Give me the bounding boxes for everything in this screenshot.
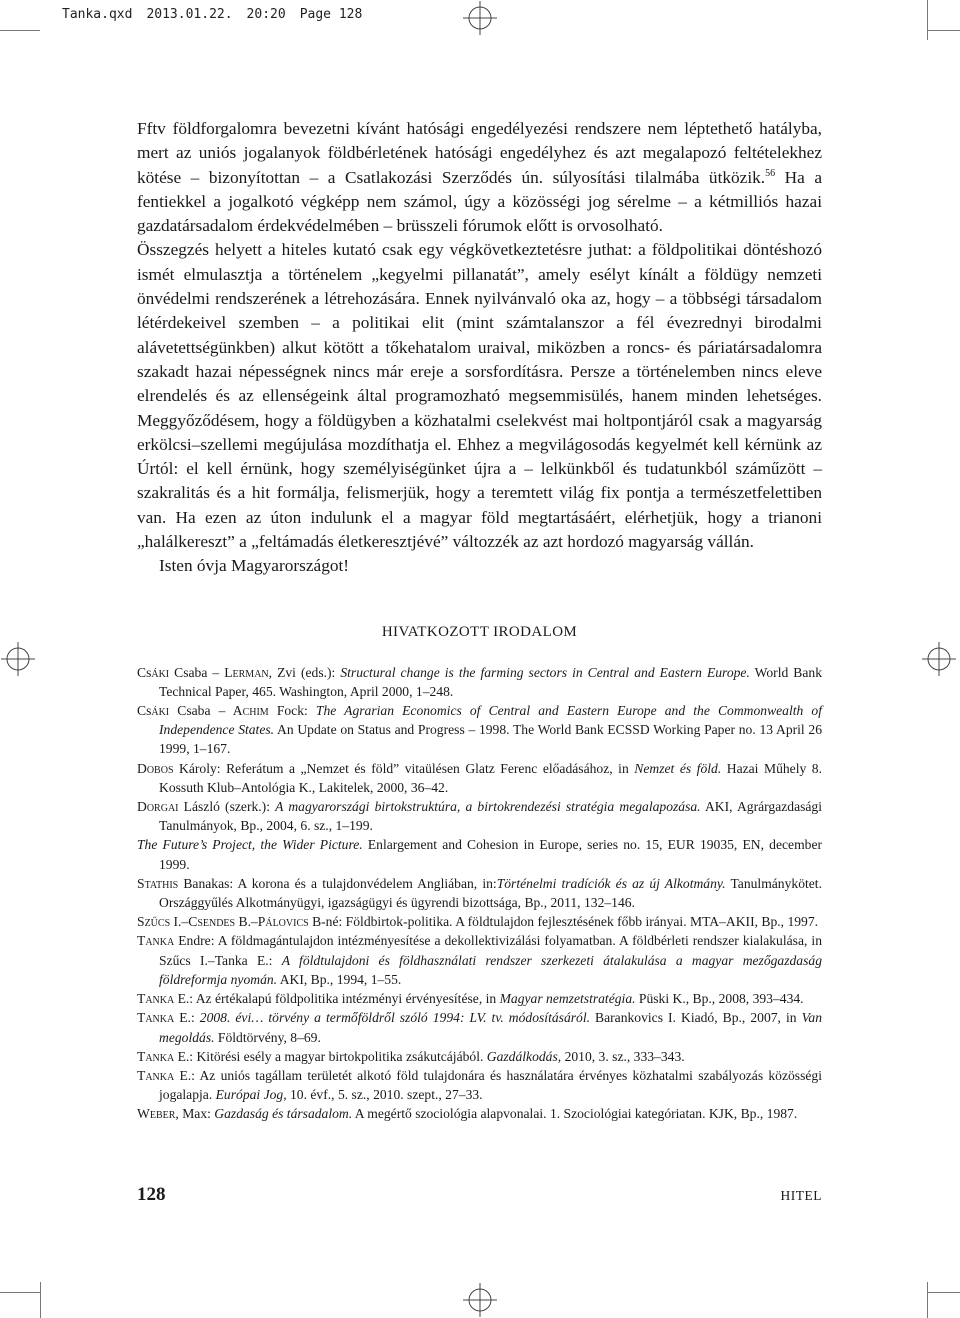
reference-segment: S: [137, 875, 145, 891]
reference-segment: Cs: [137, 703, 152, 719]
reference-item: [137, 1066, 822, 1104]
reference-segment: Károly: Referátum a „Nemzet és föld” vitaülésen Glatz Ferenc előadásához, in: [173, 760, 635, 776]
reference-item: [137, 874, 822, 912]
reference-segment: anka: [145, 1067, 175, 1083]
reference-segment: Földtörvény, 8–69.: [214, 1029, 321, 1045]
registration-mark-top: [463, 1, 497, 35]
reference-segment: chim: [242, 703, 269, 719]
reference-segment: 10. évf., 5. sz., 2010. szept., 27–33.: [286, 1087, 483, 1103]
crop-mark: [0, 1292, 40, 1293]
reference-segment: A földtulajdoni és földhasználati rendszer szerkezeti átalakulása a magyar mezőgazdaság földreformja nyomán.: [159, 952, 822, 987]
reference-segment: Endre: A földmagántulajdon intézményesítése a dekollektivizálási folyamatban. A földbérleti rendszer kialakulása, in Szűcs I.–Tanka E.:: [159, 933, 822, 968]
crop-mark: [928, 1292, 960, 1293]
reference-segment: anka: [145, 991, 175, 1007]
reference-segment: B-né: Földbirtok-politika. A földtulajdon fejlesztésének főbb irányai. MTA–AKII, Bp., 1997.: [308, 914, 819, 930]
slug-filename: Tanka.qxd: [62, 7, 133, 22]
reference-item: [137, 989, 822, 1008]
reference-item: [137, 1008, 822, 1046]
reference-segment: AKI, Agrárgazdasági Tanulmányok, Bp., 2004, 6. sz., 1–199.: [159, 799, 823, 834]
article-body: [137, 117, 822, 1124]
reference-segment: áki: [151, 703, 170, 719]
reference-segment: Cs: [137, 664, 152, 680]
reference-segment: Magyar nemzetstratégia.: [499, 991, 636, 1007]
reference-segment: D: [137, 799, 147, 815]
body-paragraph-1: [137, 117, 822, 238]
crop-mark: [927, 1282, 928, 1318]
reference-segment: T: [137, 991, 146, 1007]
print-slug: [0, 0, 376, 30]
reference-segment: An Update on Status and Progress – 1998. The World Bank ECSSD Working Paper no. 13 April 26 1999, 1–167.: [159, 722, 822, 757]
reference-segment: anka: [145, 1010, 175, 1026]
reference-segment: Fock:: [268, 703, 316, 719]
reference-segment: T: [137, 1067, 146, 1083]
reference-segment: Gazdálkodás,: [486, 1048, 562, 1064]
reference-item: [137, 797, 822, 835]
reference-segment: I.–C: [170, 914, 198, 930]
reference-segment: tathis: [144, 875, 179, 891]
reference-segment: A magyarországi birtokstruktúra, a birtokrendezési stratégia megalapozása.: [275, 799, 701, 815]
slug-page: Page 128: [299, 7, 363, 22]
reference-segment: E.: Az uniós tagállam területét alkotó föld tulajdonára és használatára érvényes közhatalmi szabályozás közösségi jogalapja.: [159, 1067, 822, 1103]
slug-date: 2013.01.22.: [146, 7, 233, 22]
reference-segment: W: [137, 1106, 150, 1122]
reference-segment: erman: [232, 664, 269, 680]
journal-name: HITEL: [780, 1188, 822, 1203]
reference-item: [137, 931, 822, 989]
reference-segment: B.–P: [235, 914, 266, 930]
page-number: 128: [137, 1184, 166, 1205]
closing-line: Isten óvja Magyarországot!: [159, 556, 350, 576]
reference-segment: Nemzet és föld.: [634, 760, 722, 776]
registration-mark-bottom: [463, 1283, 497, 1317]
reference-segment: zűcs: [144, 914, 171, 930]
para1-text-a: Fftv földforgalomra bevezetni kívánt hatósági engedélyezési rendszere nem léptethető hatályba, mert az uniós jogalanyok földbérletének hatósági engedélyhez és azt megalapozó feltételekhez kötése – bizonyítottan – a Csatlakozási Szerződés ún. súlyosítási tilalmába ütközik.: [137, 119, 822, 187]
reference-segment: eber: [149, 1106, 176, 1122]
reference-list: [137, 663, 822, 1124]
crop-mark: [40, 1282, 41, 1318]
reference-segment: Püski K., Bp., 2008, 393–434.: [635, 991, 804, 1007]
reference-segment: Banakas: A korona és a tulajdonvédelem Angliában, in:: [178, 875, 497, 891]
reference-segment: T: [137, 933, 146, 949]
registration-mark-left: [1, 642, 35, 676]
reference-segment: T: [137, 1048, 146, 1064]
reference-segment: , Max:: [175, 1106, 215, 1122]
reference-item: [137, 663, 822, 701]
crop-mark: [928, 30, 960, 31]
references-heading: HIVATKOZOTT IRODALOM: [381, 623, 578, 640]
reference-segment: Structural change is the farming sectors in Central and Eastern Europe.: [340, 664, 750, 680]
reference-segment: D: [137, 760, 147, 776]
reference-segment: S: [137, 914, 145, 930]
reference-segment: obos: [146, 760, 174, 776]
reference-segment: László (szerk.):: [178, 799, 276, 815]
reference-segment: E.: Kitörési esély a magyar birtokpolitika zsákutcájából.: [174, 1048, 487, 1064]
footnote-ref: 56: [765, 167, 776, 179]
reference-segment: 2008. évi… törvény a termőföldről szóló 1994: LV. tv. módosításáról.: [199, 1010, 590, 1026]
reference-item: [137, 912, 822, 931]
reference-segment: AKI, Bp., 1994, 1–55.: [277, 971, 402, 987]
reference-item: [137, 1047, 822, 1066]
reference-item: [137, 759, 822, 797]
reference-item: [137, 1104, 822, 1123]
slug-time: 20:20: [246, 7, 286, 22]
reference-segment: Barankovics I. Kiadó, Bp., 2007, in: [590, 1010, 802, 1026]
reference-segment: Hazai Műhely 8. Kossuth Klub–Antológia K., Lakitelek, 2000, 36–42.: [159, 760, 822, 795]
reference-segment: E.:: [174, 1010, 200, 1026]
reference-segment: Csaba – A: [169, 703, 243, 719]
reference-segment: Enlargement and Cohesion in Europe, series no. 15, EUR 19035, EN, december 1999.: [159, 837, 823, 872]
para1-text-b: Ha a fentiekkel a jogalkotó végképp nem számol, úgy a közösségi jog sérelme – a kétmilliós hazai gazdatársadalom érdekvédelmében – brüsszeli fórumok előtt is orvosolható.: [137, 167, 822, 236]
reference-segment: Történelmi tradíciók és az új Alkotmány.: [496, 875, 726, 891]
reference-segment: Van megoldás.: [159, 1010, 822, 1045]
reference-segment: anka: [145, 1048, 175, 1064]
reference-segment: orgai: [146, 799, 179, 815]
reference-segment: álovics: [265, 914, 309, 930]
crop-mark: [927, 0, 928, 40]
reference-segment: sendes: [197, 914, 236, 930]
reference-segment: Csaba – L: [169, 664, 233, 680]
reference-segment: T: [137, 1010, 146, 1026]
reference-segment: The Agrarian Economics of Central and Eastern Europe and the Commonwealth of Independence States.: [159, 703, 823, 738]
reference-item: [137, 835, 822, 873]
registration-mark-right: [922, 642, 956, 676]
reference-segment: Európai Jog,: [215, 1087, 287, 1103]
reference-segment: World Bank Technical Paper, 465. Washington, April 2000, 1–248.: [159, 664, 823, 699]
reference-segment: anka: [145, 933, 175, 949]
reference-segment: Tanulmánykötet. Országgyűlés Alkotmányügyi, igazságügyi és ügyrendi bizottsága, Bp., 2011, 132–146.: [159, 875, 822, 911]
reference-segment: Gazdaság és társadalom.: [214, 1106, 353, 1122]
reference-segment: 2010, 3. sz., 333–343.: [561, 1048, 685, 1064]
reference-segment: áki: [151, 664, 170, 680]
reference-segment: E.: Az értékalapú földpolitika intézményi érvényesítése, in: [174, 991, 500, 1007]
reference-segment: A megértő szociológia alapvonalai. 1. Szociológiai kategóriatan. KJK, Bp., 1987.: [352, 1106, 798, 1122]
reference-segment: The Future’s Project, the Wider Picture.: [137, 837, 363, 853]
reference-item: [137, 701, 822, 759]
crop-mark: [0, 30, 40, 31]
body-paragraph-2: Összegzés helyett a hiteles kutató csak egy végkövetkeztetésre juthat: a földpolitikai döntéshozó ismét elmulasztja a történelem „kegyelmi pillanatát”, amely esélyt kínált a földügy nemzeti önvédelmi rendszerének a létrehozására. Ennek nyilvánvaló oka az, hogy – a többségi társadalom létérdekeivel szemben – a politikai elit (mint számtalanszor a fél évezrednyi birodalmi alávetettségünkben) alkut kötött a tőkehatalom uraival, miközben a roncs- és páriatársadalomra szakadt hazai népességnek nincs már ereje a sorsfordításra. Persze a történelemben nincs eleve elrendelés és az ellenségeink által programozható megsemmisülés, hanem minden lehetséges. Meggyőződésem, hogy a földügyben a közhatalmi cselekvést mai holtpontjáról csak a magyarság erkölcsi–szellemi megújulása mozdíthatja el. Ehhez a megvilágosodás kegyelmét kell kérnünk az Úrtól: el kell érnünk, hogy személyiségünket újra a – lelkünkből és tudatunkból száműzött – szakralitás és a hit formálja, felismerjük, hogy a teremtett világ fix pontja a természetfelettiben van. Ha ezen az úton indulunk el a magyar föld megtartásáért, elérhetjük, hogy a trianoni „halálkereszt” a „feltámadás életkeresztjévé” változzék az azt hordozó magyarság vállán.: [137, 240, 822, 552]
reference-segment: , Zvi (eds.):: [268, 664, 341, 680]
